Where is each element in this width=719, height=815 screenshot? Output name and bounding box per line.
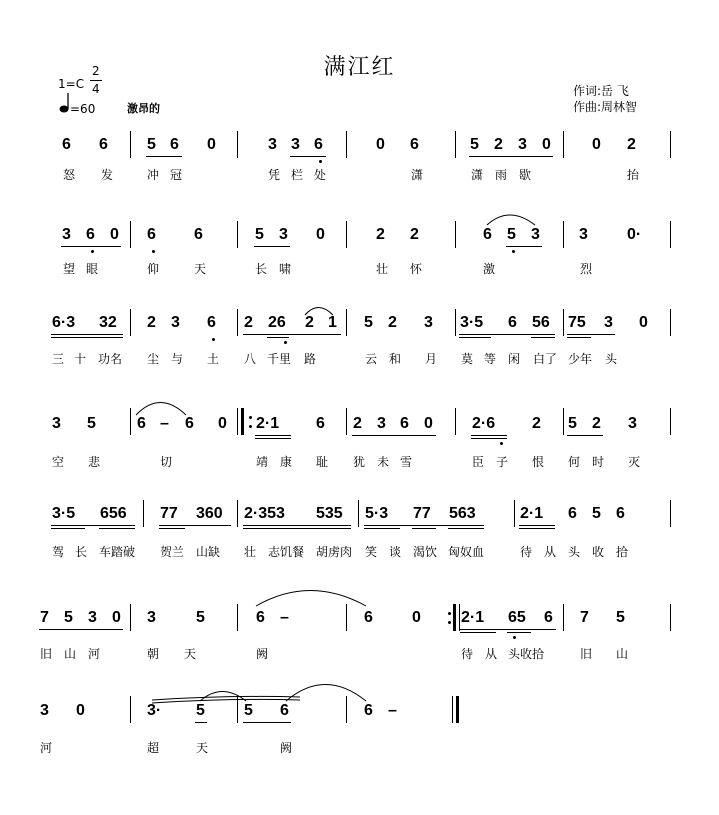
- lyric: 啸: [279, 262, 292, 276]
- note: –: [160, 415, 169, 432]
- lyric: 旧: [40, 647, 53, 661]
- note: 6: [364, 702, 373, 719]
- note: 656: [100, 505, 127, 522]
- lyric: 怀: [410, 262, 423, 276]
- time-sig-bottom: 4: [92, 82, 100, 96]
- slur: [305, 308, 333, 316]
- lyric: 谈: [389, 545, 402, 559]
- slur: [152, 699, 300, 703]
- lyric: 何: [568, 455, 581, 469]
- lyric: 拾: [616, 545, 629, 559]
- note: 3·5: [460, 314, 484, 331]
- lyric: 潇: [471, 168, 484, 182]
- lyric: 旧: [580, 647, 593, 661]
- lyric: 空: [52, 455, 65, 469]
- note: 2: [627, 136, 636, 153]
- note: 6: [483, 226, 492, 243]
- lyric: 栏: [291, 168, 304, 182]
- note: 6: [137, 415, 146, 432]
- lyric: 眼: [86, 262, 99, 276]
- lyric: 潇: [411, 168, 424, 182]
- lyric: 朝: [147, 647, 160, 661]
- note: 1: [328, 314, 337, 331]
- note: 5: [196, 702, 205, 719]
- song-title: 满江红: [323, 55, 396, 80]
- lyric: 闲: [508, 352, 521, 366]
- lyric: 八: [244, 352, 257, 366]
- note: 3: [52, 415, 61, 432]
- lyric: 十: [74, 352, 87, 366]
- note: 3: [279, 226, 288, 243]
- mood-marking: 激昂的: [127, 102, 160, 115]
- tie: [256, 591, 366, 607]
- note: 3: [531, 226, 540, 243]
- lyric: 山缺: [196, 545, 221, 559]
- lyric: 月: [425, 352, 438, 366]
- note: 0: [110, 226, 119, 243]
- note: 75: [568, 314, 586, 331]
- lyric: 尘: [147, 352, 160, 366]
- note: 5·3: [365, 505, 389, 522]
- lyric: 天: [184, 647, 197, 661]
- lyric: 雨: [495, 168, 508, 182]
- lyric: 悲: [88, 455, 101, 469]
- composer-credit: 作曲:周林智: [573, 100, 638, 114]
- lyric: 头: [568, 545, 581, 559]
- note: 6: [194, 226, 203, 243]
- note: 3: [88, 609, 97, 626]
- note: 2·1: [520, 505, 544, 522]
- lyric: 超: [147, 741, 160, 755]
- note: 2: [592, 415, 601, 432]
- lyric: 灭: [628, 455, 641, 469]
- note: 6: [616, 505, 625, 522]
- lyric: 山: [616, 647, 629, 661]
- lyric: 阙: [256, 647, 269, 661]
- lyric: 长: [255, 262, 268, 276]
- lyric: 激: [483, 262, 496, 276]
- lyric: 天: [194, 262, 207, 276]
- note: 6: [62, 136, 71, 153]
- lyric: 抬: [627, 168, 640, 182]
- note: 6: [568, 505, 577, 522]
- note: 7: [580, 609, 589, 626]
- lyric: 待: [461, 647, 474, 661]
- note: 5: [616, 609, 625, 626]
- note: 3: [628, 415, 637, 432]
- lyric: 冲: [147, 168, 160, 182]
- lyric: 恨: [532, 455, 545, 469]
- lyric: 笑: [365, 545, 378, 559]
- lyric: 土: [207, 352, 220, 366]
- note: 535: [316, 505, 343, 522]
- note: 3: [604, 314, 613, 331]
- note: 3: [291, 136, 300, 153]
- note: 2: [305, 314, 314, 331]
- lyric: 时: [592, 455, 605, 469]
- note: 3: [579, 226, 588, 243]
- note: 6: [364, 609, 373, 626]
- note: 6: [316, 415, 325, 432]
- lyric: 歇: [519, 168, 532, 182]
- note: 563: [449, 505, 476, 522]
- lyric: 天: [196, 741, 209, 755]
- note: 0·: [627, 226, 642, 243]
- lyric: 志饥餐: [268, 545, 305, 559]
- note: 77: [160, 505, 178, 522]
- lyric: 贺兰: [160, 545, 185, 559]
- lyric: 烈: [580, 262, 593, 276]
- note: 3·: [147, 702, 162, 719]
- note: 6: [508, 314, 517, 331]
- lyric: 从: [544, 545, 557, 559]
- lyric: 耻: [316, 455, 329, 469]
- note: 2·6: [472, 415, 496, 432]
- note: 2·1: [256, 415, 280, 432]
- note: 0: [592, 136, 601, 153]
- lyric: 壮: [244, 545, 257, 559]
- note: 6: [410, 136, 419, 153]
- note: 2: [376, 226, 385, 243]
- lyric: 头收拾: [508, 647, 545, 661]
- note: 360: [196, 505, 223, 522]
- lyric: 山: [64, 647, 77, 661]
- note: 5: [255, 226, 264, 243]
- note: 6: [147, 226, 156, 243]
- lyric: 壮: [376, 262, 389, 276]
- note: 0: [316, 226, 325, 243]
- note: 26: [268, 314, 286, 331]
- lyric: 仰: [147, 262, 160, 276]
- note: 6: [256, 609, 265, 626]
- note: 5: [364, 314, 373, 331]
- lyric: 路: [304, 352, 317, 366]
- lyric: 河: [88, 647, 101, 661]
- note: 6: [207, 314, 216, 331]
- note: 5: [470, 136, 479, 153]
- note: 2·353: [244, 505, 285, 522]
- note: 6: [280, 702, 289, 719]
- lyric: 康: [280, 455, 293, 469]
- lyric: 收: [592, 545, 605, 559]
- lyric: 待: [520, 545, 533, 559]
- note: 6: [400, 415, 409, 432]
- note: 3: [62, 226, 71, 243]
- note: 0: [112, 609, 121, 626]
- note: 0: [218, 415, 227, 432]
- lyric: 莫: [461, 352, 474, 366]
- lyric: 胡虏肉: [316, 545, 353, 559]
- lyric: 等: [484, 352, 497, 366]
- lyric: 望: [63, 262, 76, 276]
- note: 0: [207, 136, 216, 153]
- note: 0: [542, 136, 551, 153]
- note: 3: [147, 609, 156, 626]
- lyric: 头: [605, 352, 618, 366]
- lyric: 犹: [353, 455, 366, 469]
- lyric: 驾: [52, 545, 65, 559]
- note: 5: [64, 609, 73, 626]
- note: 3: [171, 314, 180, 331]
- slur: [487, 215, 535, 225]
- note: 3·5: [52, 505, 76, 522]
- note: 6: [314, 136, 323, 153]
- note: 56: [532, 314, 550, 331]
- lyric: 渴饮: [413, 545, 438, 559]
- lyric: 河: [40, 741, 53, 755]
- lyric: 冠: [170, 168, 183, 182]
- note: 6: [185, 415, 194, 432]
- note: 5: [87, 415, 96, 432]
- note: 2: [532, 415, 541, 432]
- note: 0: [376, 136, 385, 153]
- note: 2: [410, 226, 419, 243]
- lyric: 三: [52, 352, 65, 366]
- lyric: 怒: [63, 168, 76, 182]
- note: 0: [639, 314, 648, 331]
- note: 3: [518, 136, 527, 153]
- note: 3: [424, 314, 433, 331]
- tempo-marking: =60: [70, 102, 96, 116]
- tie: [286, 685, 366, 702]
- note: 5: [507, 226, 516, 243]
- note: 5: [568, 415, 577, 432]
- note: 32: [99, 314, 117, 331]
- note: 6: [86, 226, 95, 243]
- note: 5: [147, 136, 156, 153]
- note: 6: [544, 609, 553, 626]
- note: 3: [377, 415, 386, 432]
- lyric: 和: [389, 352, 402, 366]
- note: 5: [196, 609, 205, 626]
- lyric: 切: [160, 455, 173, 469]
- note: 3: [268, 136, 277, 153]
- note: –: [388, 702, 397, 719]
- time-sig-top: 2: [92, 64, 100, 78]
- lyric: 长: [75, 545, 88, 559]
- key-signature: 1=C: [58, 77, 85, 91]
- lyric: 少年: [568, 352, 593, 366]
- lyric: 发: [101, 168, 114, 182]
- lyric: 车踏破: [99, 545, 136, 559]
- lyric: 子: [496, 455, 509, 469]
- note: 6: [99, 136, 108, 153]
- note: 5: [592, 505, 601, 522]
- lyric: 匈奴血: [448, 545, 485, 559]
- note: 0: [424, 415, 433, 432]
- note: –: [280, 609, 289, 626]
- note: 2: [388, 314, 397, 331]
- tie: [136, 403, 186, 416]
- lyric: 阙: [280, 741, 293, 755]
- note: 0: [412, 609, 421, 626]
- lyric: 靖: [256, 455, 269, 469]
- lyric: 处: [314, 168, 327, 182]
- lyric: 千里: [267, 352, 292, 366]
- note: 2·1: [461, 609, 485, 626]
- note: 7: [40, 609, 49, 626]
- lyric: 功名: [98, 352, 123, 366]
- lyric: 云: [365, 352, 378, 366]
- note: 6: [170, 136, 179, 153]
- lyric: 未: [377, 455, 390, 469]
- lyricist-credit: 作词:岳 飞: [573, 84, 629, 98]
- note: 65: [508, 609, 526, 626]
- note: 2: [147, 314, 156, 331]
- note: 5: [244, 702, 253, 719]
- note: 2: [494, 136, 503, 153]
- note: 3: [40, 702, 49, 719]
- note: 2: [353, 415, 362, 432]
- note: 6·3: [52, 314, 76, 331]
- note: 77: [413, 505, 431, 522]
- note: 2: [244, 314, 253, 331]
- lyric: 雪: [400, 455, 413, 469]
- lyric: 臣: [472, 455, 485, 469]
- lyric: 从: [485, 647, 498, 661]
- lyric: 凭: [268, 168, 281, 182]
- note: 0: [76, 702, 85, 719]
- lyric: 与: [171, 352, 184, 366]
- lyric: 白了: [533, 352, 558, 366]
